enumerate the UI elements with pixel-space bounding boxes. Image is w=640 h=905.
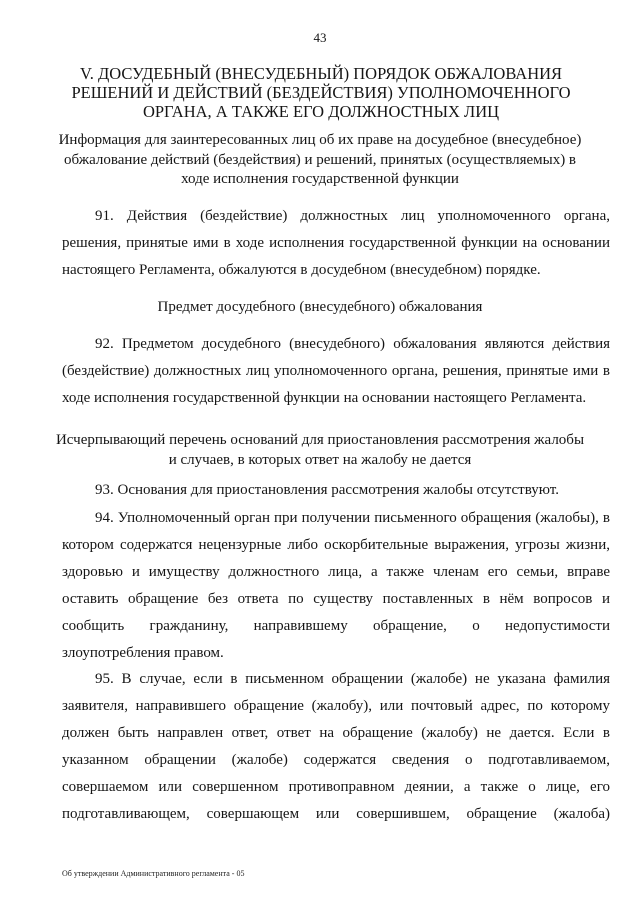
heading-appeal-subject: Предмет досудебного (внесудебного) обжалования: [157, 299, 483, 315]
chapter-title: V. ДОСУДЕБНЫЙ (ВНЕСУДЕБНЫЙ) ПОРЯДОК ОБЖАЛОВАНИЯ РЕШЕНИЙ И ДЕЙСТВИЙ (БЕЗДЕЙСТВИЯ) УПОЛНОМОЧЕННОГО ОРГАНА, А ТАКЖЕ ЕГО ДОЛЖНОСТНЫХ ЛИЦ: [71, 64, 571, 121]
paragraph-94: 94. Уполномоченный орган при получении письменного обращения (жалобы), в котором содержатся нецензурные либо оскорбительные выражения, угрозы жизни, здоровью и имуществу должностного лица, а также членам его семьи, вправе оставить обращение без ответа по существу поставленных в нём вопросов и сообщить гражданину, направившему обращение, о недопустимости злоупотребления правом.: [62, 510, 610, 661]
heading-appeal-info: Информация для заинтересованных лиц об их праве на досудебное (внесудебное) обжалование действий (бездействия) и решений, принятых (осуществляемых) в ходе исполнения государственной функции: [58, 132, 582, 187]
paragraph-91: 91. Действия (бездействие) должностных лиц уполномоченного органа, решения, принятые ими в ходе исполнения государственной функции на основании настоящего Регламента, обжалуются в досудебном (внесудебном) порядке.: [62, 208, 610, 278]
paragraph-92: 92. Предметом досудебного (внесудебного) обжалования являются действия (бездействие) должностных лиц уполномоченного органа, решения, принятые ими в ходе исполнения государственной функции на основании настоящего Регламента.: [62, 336, 610, 406]
page-number: 43: [313, 30, 327, 45]
document-footer: Об утверждении Административного регламента - 05: [62, 869, 245, 878]
paragraph-95: 95. В случае, если в письменном обращении (жалобе) не указана фамилия заявителя, направившего обращение (жалобу), или почтовый адрес, по которому должен быть направлен ответ, ответ на обращение (жалобу) не дается. Если в указанном обращении (жалобе) содержатся сведения о подготавливаемом, совершаемом или совершенном противоправном деянии, а также о лице, его подготавливающем, совершающем или совершившем, обращение (жалоба): [62, 671, 610, 822]
paragraph-93: 93. Основания для приостановления рассмотрения жалобы отсутствуют.: [95, 482, 559, 498]
heading-suspension-grounds: Исчерпывающий перечень оснований для приостановления рассмотрения жалобы и случаев, в которых ответ на жалобу не дается: [55, 432, 585, 468]
